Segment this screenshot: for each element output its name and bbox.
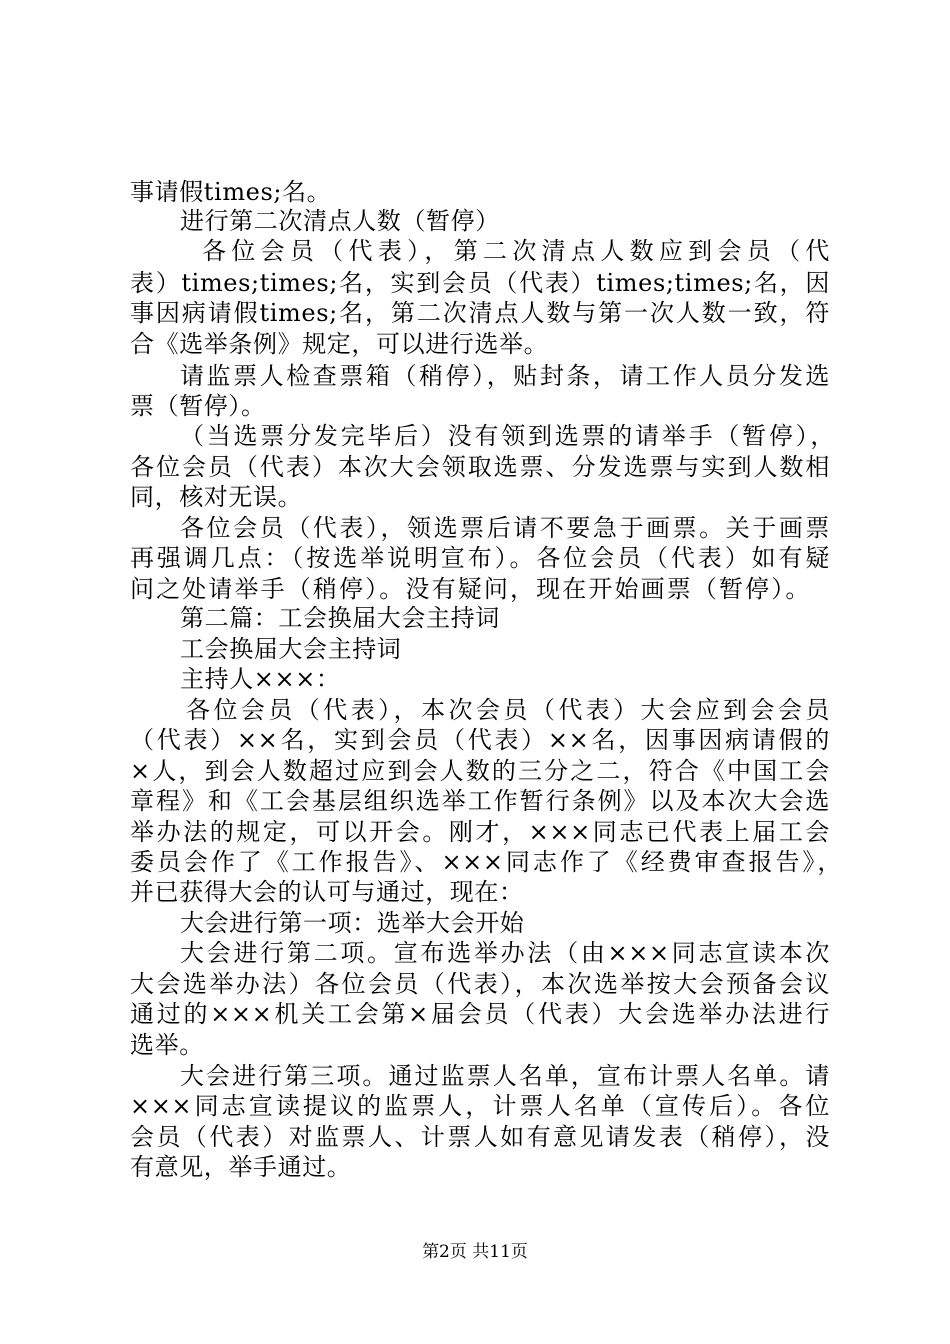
text-line: 会员（代表）对监票人、计票人如有意见请发表（稍停），没 — [130, 1123, 830, 1151]
text-line: 并已获得大会的认可与通过，现在： — [130, 878, 524, 906]
text-line: 选举。 — [130, 1031, 204, 1059]
text-line: 事请假times;名。 — [130, 178, 332, 206]
text-line: 各位会员（代表），本次会员（代表）大会应到会会员 — [186, 696, 830, 724]
text-line: 有意见，举手通过。 — [130, 1153, 352, 1181]
text-line: 大会选举办法）各位会员（代表），本次选举按大会预备会议 — [130, 970, 830, 998]
text-line: 主持人×××： — [180, 665, 341, 693]
section-heading: 第二篇：工会换届大会主持词 — [180, 604, 500, 632]
text-line: 表）times;times;名，实到会员（代表）times;times;名，因 — [130, 269, 830, 297]
text-line: （当选票分发完毕后）没有领到选票的请举手（暂停）， — [180, 422, 835, 450]
text-line: 各位会员（代表），领选票后请不要急于画票。关于画票 — [180, 514, 830, 542]
text-line: 章程》和《工会基层组织选举工作暂行条例》以及本次大会选 — [130, 787, 830, 815]
text-line: （代表）××名，实到会员（代表）××名，因事因病请假的 — [130, 726, 830, 754]
text-line: 请监票人检查票箱（稍停），贴封条，请工作人员分发选 — [180, 362, 830, 390]
text-line: 大会进行第三项。通过监票人名单，宣布计票人名单。请 — [180, 1062, 830, 1090]
text-line: 票（暂停）。 — [130, 392, 266, 420]
text-line: 各位会员（代表）本次大会领取选票、分发选票与实到人数相 — [130, 453, 830, 481]
text-line: 再强调几点：（按选举说明宣布）。各位会员（代表）如有疑 — [130, 544, 830, 572]
text-line: 举办法的规定，可以开会。刚才，×××同志已代表上届工会 — [130, 818, 830, 846]
text-line: ×××同志宣读提议的监票人，计票人名单（宣传后）。各位 — [130, 1092, 830, 1120]
text-line: 通过的×××机关工会第×届会员（代表）大会选举办法进行 — [130, 1000, 830, 1028]
section-subheading: 工会换届大会主持词 — [180, 635, 402, 663]
text-line: 大会进行第二项。宣布选举办法（由×××同志宣读本次 — [180, 939, 830, 967]
text-line: 事因病请假times;名，第二次清点人数与第一次人数一致，符 — [130, 299, 830, 327]
text-line: 进行第二次清点人数（暂停） — [180, 207, 500, 235]
text-line: ×人，到会人数超过应到会人数的三分之二，符合《中国工会 — [130, 757, 830, 785]
text-line: 问之处请举手（稍停）。没有疑问，现在开始画票（暂停）。 — [130, 575, 810, 603]
text-line: 各位会员（代表），第二次清点人数应到会员（代 — [202, 237, 830, 265]
text-line: 同，核对无误。 — [130, 483, 303, 511]
page-number-footer: 第2页 共11页 — [422, 1242, 528, 1262]
text-line: 大会进行第一项：选举大会开始 — [180, 909, 525, 937]
text-line: 合《选举条例》规定，可以进行选举。 — [130, 330, 549, 358]
text-line: 委员会作了《工作报告》、×××同志作了《经费审查报告》， — [130, 848, 842, 876]
